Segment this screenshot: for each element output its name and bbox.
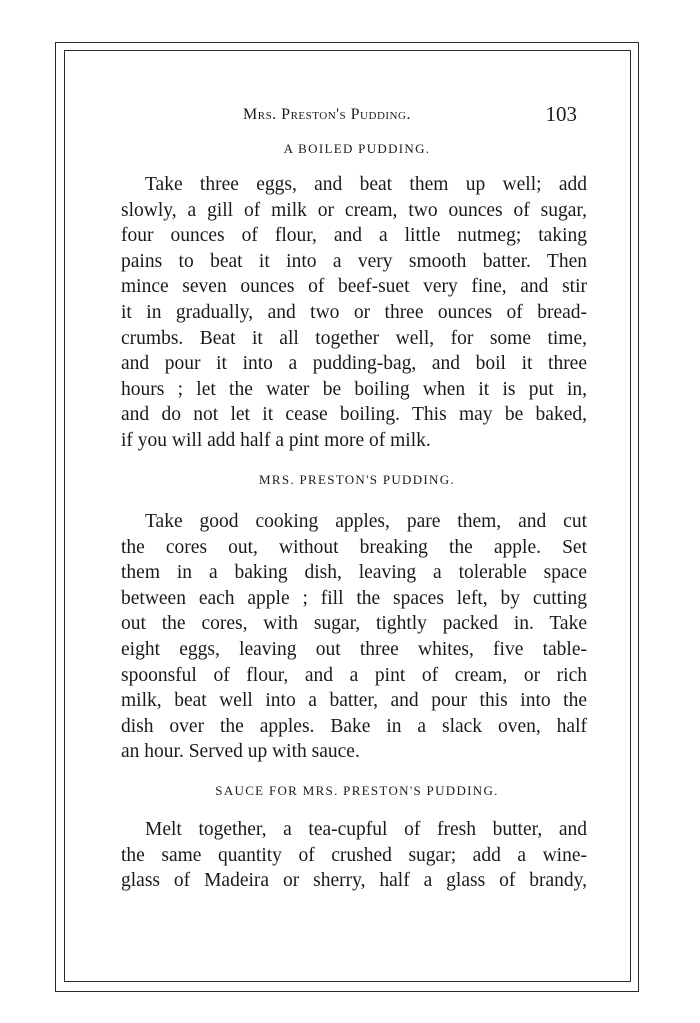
text-line: Melt together, a tea-cupful of fresh butter, and [145,819,587,840]
text-line: between each apple ; fill the spaces left, by cutting [121,587,587,609]
section-title-boiled-pudding: A BOILED PUDDING. [283,141,431,156]
page-header [120,102,585,132]
page-number: 103 [545,102,577,126]
text-line: glass of Madeira or sherry, half a glass of brandy, [121,870,587,892]
text-line: four ounces of flour, and a little nutmeg; taking [121,225,587,247]
text-line: it in gradually, and two or three ounces of bread- [121,301,587,323]
section-title-mrs-prestons-pudding: MRS. PRESTON'S PUDDING. [259,472,455,487]
text-line: hours ; let the water be boiling when it is put in, [121,378,587,400]
text-line: the same quantity of crushed sugar; add a wine- [121,844,587,866]
text-line: them in a baking dish, leaving a tolerable space [121,562,587,584]
paragraph-sauce [121,817,587,894]
text-line: mince seven ounces of beef-suet very fine, and stir [121,276,587,298]
text-line: spoonsful of flour, and a pint of cream, or rich [121,664,587,686]
text-line: out the cores, with sugar, tightly packed in. Take [121,613,587,635]
text-line: and do not let it cease boiling. This may be baked, [121,404,587,426]
text-line: Take good cooking apples, pare them, and cut [145,511,587,532]
text-line: an hour. Served up with sauce. [121,741,360,763]
running-title: Mrs. Preston's Pudding. [243,106,411,123]
text-line: slowly, a gill of milk or cream, two ounces of sugar, [121,199,587,221]
section-title-sauce: SAUCE FOR MRS. PRESTON'S PUDDING. [215,783,499,798]
text-line: if you will add half a pint more of milk. [121,429,431,451]
text-line: crumbs. Beat it all together well, for some time, [121,327,587,349]
text-line: pains to beat it into a very smooth batter. Then [121,250,587,272]
text-line: the cores out, without breaking the apple. Set [121,536,587,558]
text-line: dish over the apples. Bake in a slack oven, half [121,715,587,737]
text-line: eight eggs, leaving out three whites, five table- [121,638,587,660]
paragraph-mrs-prestons-pudding [121,509,587,765]
text-line: and pour it into a pudding-bag, and boil it three [121,353,587,375]
text-line: milk, beat well into a batter, and pour this into the [121,690,587,712]
paragraph-boiled-pudding [121,172,587,454]
text-line: Take three eggs, and beat them up well; add [145,174,587,195]
